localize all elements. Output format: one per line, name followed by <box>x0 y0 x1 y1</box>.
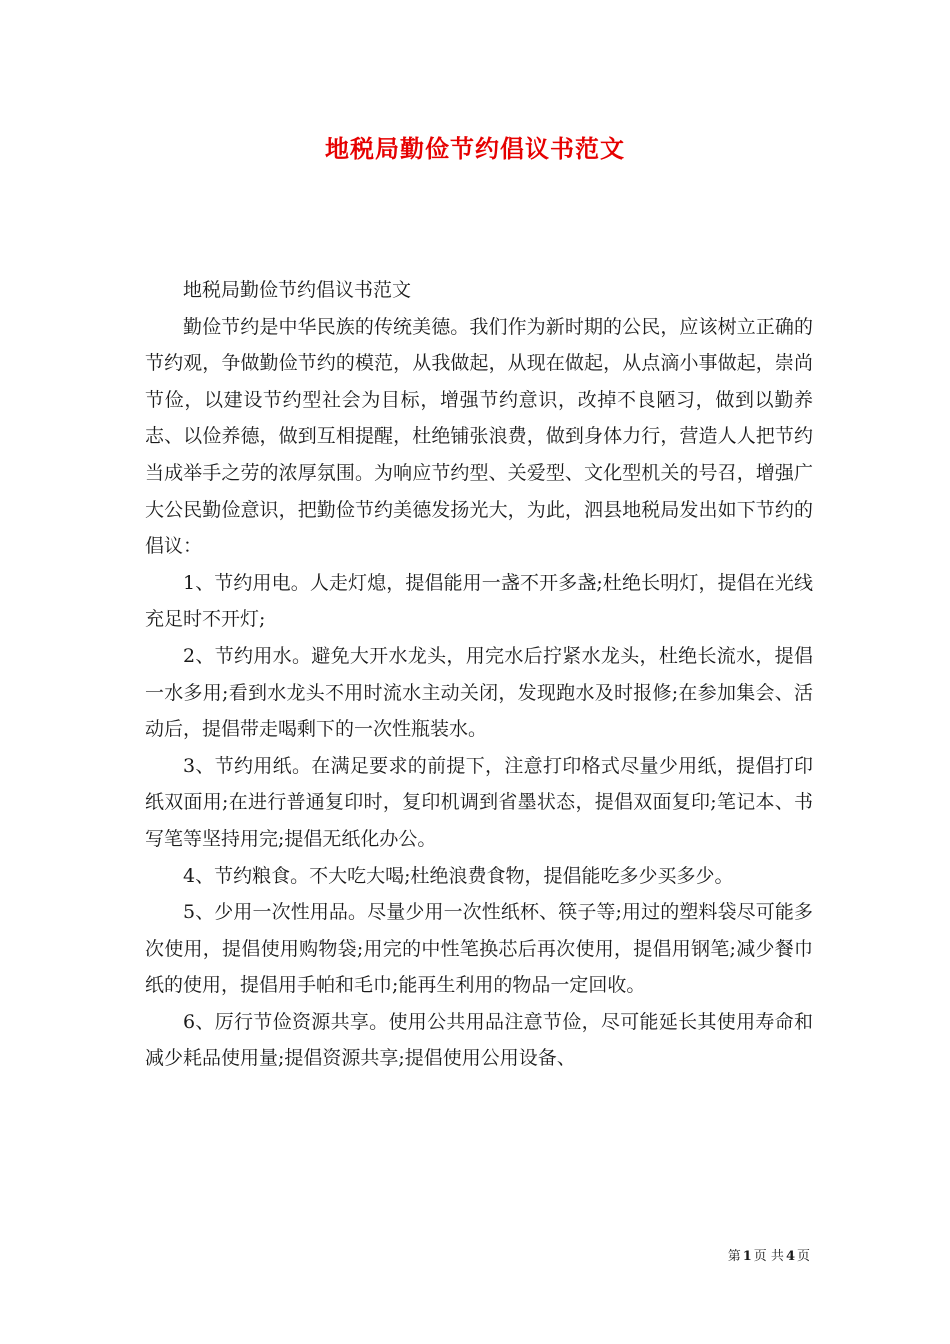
paragraph-item-3: 3、节约用纸。在满足要求的前提下，注意打印格式尽量少用纸，提倡打印纸双面用;在进行普通复印时，复印机调到省墨状态，提倡双面复印;笔记本、书写笔等坚持用完;提倡无纸化办公。 <box>145 754 813 850</box>
paragraph-item-2: 2、节约用水。避免大开水龙头，用完水后拧紧水龙头，杜绝长流水，提倡一水多用;看到水龙头不用时流水主动关闭，发现跑水及时报修;在参加集会、活动后，提倡带走喝剩下的一次性瓶装水。 <box>145 644 813 741</box>
footer-page-number: 1 <box>742 1249 752 1264</box>
paragraph-item-1: 1、节约用电。人走灯熄，提倡能用一盏不开多盏;杜绝长明灯，提倡在光线充足时不开灯; <box>145 571 813 631</box>
footer-total-pages: 4 <box>785 1249 795 1264</box>
paragraph-item-5: 5、少用一次性用品。尽量少用一次性纸杯、筷子等;用过的塑料袋尽可能多次使用，提倡使用购物袋;用完的中性笔换芯后再次使用，提倡用钢笔;减少餐巾纸的使用，提倡用手帕和毛巾;能再生利用的物品一定回收。 <box>145 901 813 997</box>
page-footer <box>690 1245 810 1264</box>
document-title: 地税局勤俭节约倡议书范文 <box>325 134 625 163</box>
document-body <box>145 272 813 1077</box>
paragraph-item-4: 4、节约粮食。不大吃大喝;杜绝浪费食物，提倡能吃多少买多少。 <box>183 864 734 887</box>
paragraph-subtitle: 地税局勤俭节约倡议书范文 <box>183 279 412 301</box>
paragraph-item-6: 6、厉行节俭资源共享。使用公共用品注意节俭，尽可能延长其使用寿命和减少耗品使用量;提倡资源共享;提倡使用公用设备、 <box>145 1010 813 1070</box>
footer-middle: 页 共 <box>753 1249 784 1264</box>
footer-suffix: 页 <box>796 1249 810 1264</box>
footer-prefix: 第 <box>727 1249 741 1264</box>
paragraph-intro: 勤俭节约是中华民族的传统美德。我们作为新时期的公民，应该树立正确的节约观，争做勤俭节约的模范，从我做起，从现在做起，从点滴小事做起，崇尚节俭，以建设节约型社会为目标，增强节约意识，改掉不良陋习，做到以勤养志、以俭养德，做到互相提醒，杜绝铺张浪费，做到身体力行，营造人人把节约当成举手之劳的浓厚氛围。为响应节约型、关爱型、文化型机关的号召，增强广大公民勤俭意识，把勤俭节约美德发扬光大，为此，泗县地税局发出如下节约的倡议： <box>145 315 813 558</box>
